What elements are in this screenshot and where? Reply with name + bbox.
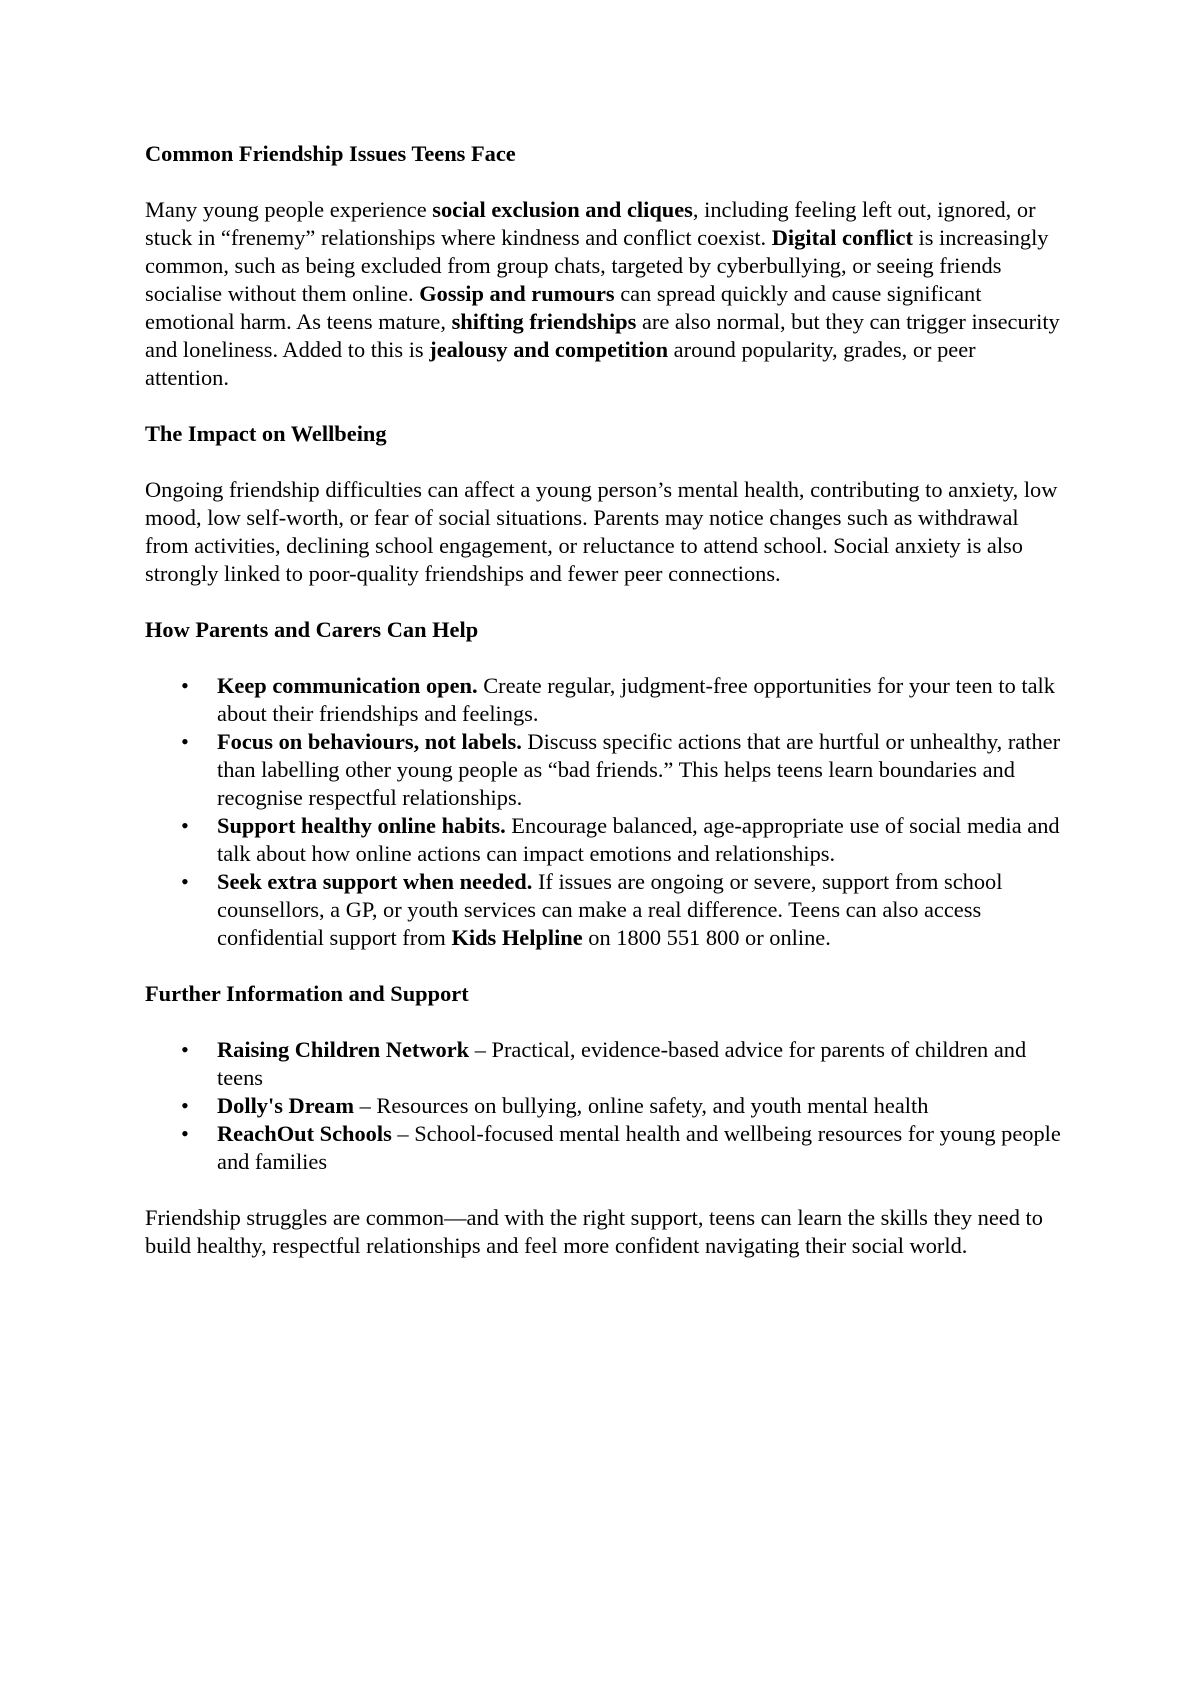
list-item: • Focus on behaviours, not labels. Discuss specific actions that are hurtful or unhealthy, rather than labelling other young people as “bad friends.” This helps teens learn boundaries and recognise respectful relationships. (181, 729, 1061, 810)
bullet-icon: • (181, 813, 189, 838)
bullet-icon: • (181, 1121, 189, 1146)
list-item: • Raising Children Network – Practical, evidence-based advice for parents of children and teens (181, 1037, 1027, 1090)
section-heading-further-info: Further Information and Support (145, 981, 469, 1006)
friendship-issues-paragraph: Many young people experience social exclusion and cliques, including feeling left out, ignored, or stuck in “frenemy” relationships where kindness and conflict coexist. Digital conflict is increasingly common, such as being excluded from group chats, targeted by cyberbullying, or seeing friends socialise without them online. Gossip and rumours can spread quickly and cause significant emotional harm. As teens mature, shifting friendships are also normal, but they can trigger insecurity and loneliness. Added to this is jealousy and competition around popularity, grades, or peer attention. (145, 197, 1060, 390)
document-page (145, 140, 1065, 1288)
section-heading-parents-help: How Parents and Carers Can Help (145, 617, 479, 642)
section-heading-wellbeing: The Impact on Wellbeing (145, 421, 387, 446)
closing-paragraph: Friendship struggles are common—and with the right support, teens can learn the skills they need to build healthy, respectful relationships and feel more confident navigating their social world. (145, 1205, 1043, 1258)
bullet-icon: • (181, 1037, 189, 1062)
bullet-icon: • (181, 673, 189, 698)
section-heading-friendship-issues: Common Friendship Issues Teens Face (145, 141, 516, 166)
list-item: • Support healthy online habits. Encourage balanced, age-appropriate use of social media and talk about how online actions can impact emotions and relationships. (181, 813, 1060, 866)
parents-help-list (145, 672, 1065, 952)
bullet-icon: • (181, 1093, 189, 1118)
bullet-icon: • (181, 729, 189, 754)
bullet-icon: • (181, 869, 189, 894)
further-info-list (145, 1036, 1065, 1176)
list-item: • Dolly's Dream – Resources on bullying, online safety, and youth mental health (181, 1093, 929, 1118)
wellbeing-paragraph: Ongoing friendship difficulties can affect a young person’s mental health, contributing to anxiety, low mood, low self-worth, or fear of social situations. Parents may notice changes such as withdrawal from activities, declining school engagement, or reluctance to attend school. Social anxiety is also strongly linked to poor-quality friendships and fewer peer connections. (145, 477, 1058, 586)
list-item: • Seek extra support when needed. If issues are ongoing or severe, support from school counsellors, a GP, or youth services can make a real difference. Teens can also access confidential support from Kids Helpline on 1800 551 800 or online. (181, 869, 1003, 950)
list-item: • ReachOut Schools – School-focused mental health and wellbeing resources for young people and families (181, 1121, 1061, 1174)
list-item: • Keep communication open. Create regular, judgment-free opportunities for your teen to talk about their friendships and feelings. (181, 673, 1055, 726)
